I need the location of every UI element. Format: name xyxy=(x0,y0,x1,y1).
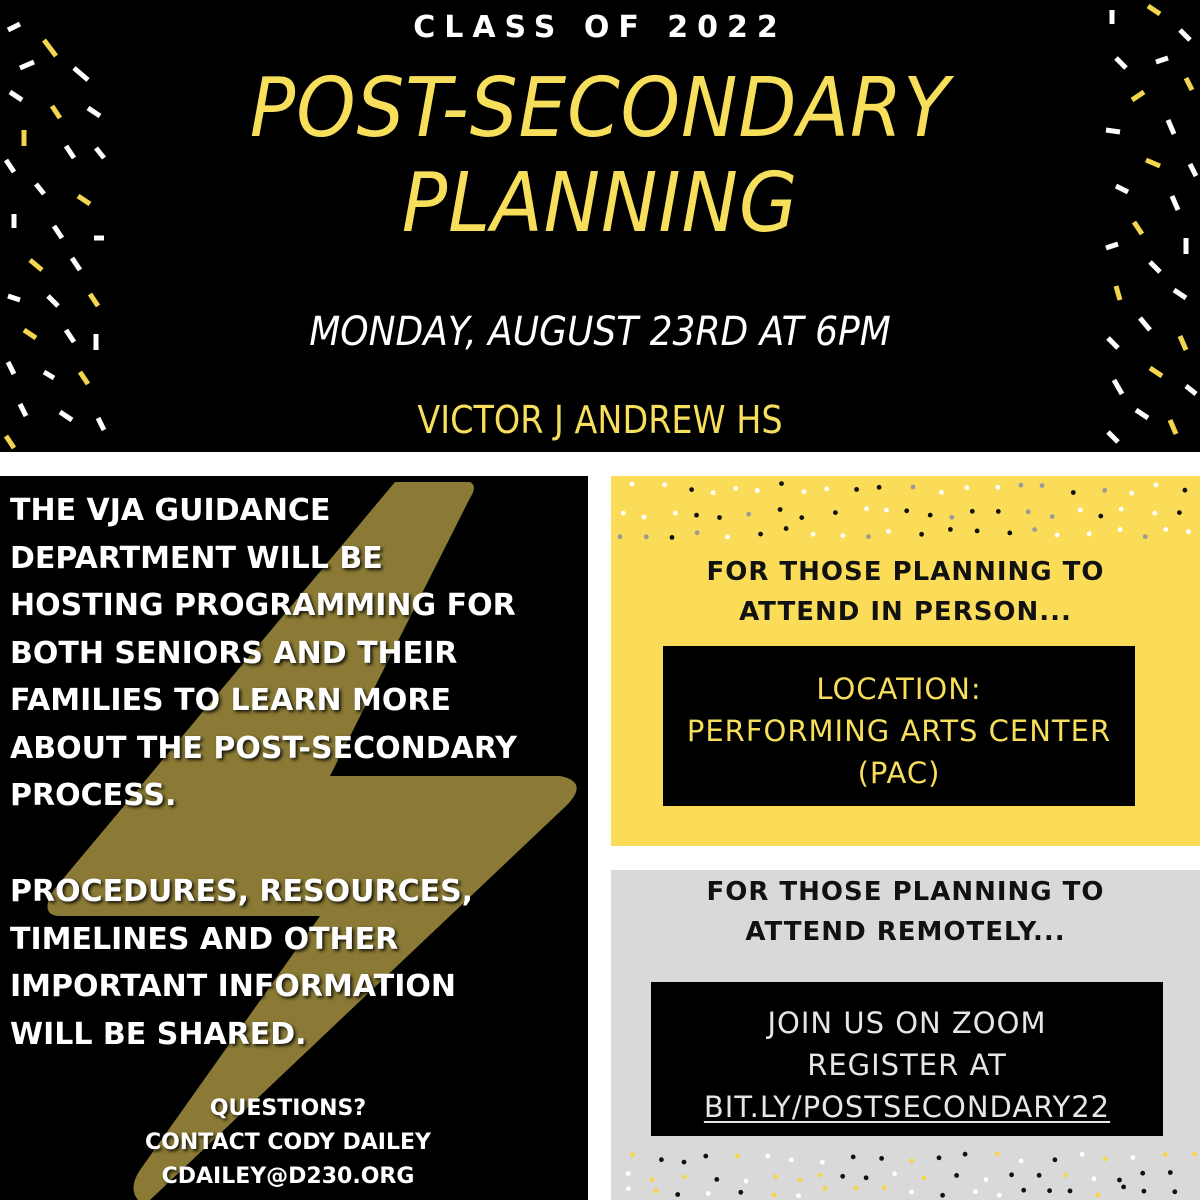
location-abbrev: (PAC) xyxy=(857,756,941,790)
description-line: PROCESS. xyxy=(10,778,177,813)
shared-info-paragraph xyxy=(10,868,585,1058)
title-line-1: POST-SECONDARY xyxy=(249,61,951,156)
shared-info-line: TIMELINES AND OTHER xyxy=(10,921,399,957)
description-paragraph xyxy=(10,487,585,820)
contact-info xyxy=(0,1092,576,1194)
location-label: LOCATION: xyxy=(816,672,982,706)
in-person-heading-line: FOR THOSE PLANNING TO xyxy=(706,557,1105,587)
in-person-heading-line: ATTEND IN PERSON... xyxy=(739,597,1072,627)
registration-link[interactable]: BIT.LY/POSTSECONDARY22 xyxy=(703,1090,1111,1124)
shared-info-line: WILL BE SHARED. xyxy=(10,1016,307,1052)
in-person-panel xyxy=(611,476,1200,846)
description-line: ABOUT THE POST-SECONDARY xyxy=(10,730,517,766)
info-panel xyxy=(0,476,588,1200)
description-line: FAMILIES TO LEARN MORE xyxy=(10,683,451,718)
description-line: HOSTING PROGRAMMING FOR xyxy=(10,588,516,623)
zoom-box xyxy=(651,982,1163,1136)
header-banner xyxy=(0,0,1200,452)
shared-info-line: IMPORTANT INFORMATION xyxy=(10,969,456,1004)
location-box xyxy=(663,646,1135,806)
remote-heading xyxy=(611,872,1200,952)
description-line: THE VJA GUIDANCE xyxy=(10,493,331,528)
school-name: VICTOR J ANDREW HS xyxy=(417,398,783,442)
description-line: DEPARTMENT WILL BE xyxy=(10,540,383,576)
in-person-heading xyxy=(611,552,1200,632)
title-line-2: PLANNING xyxy=(401,156,799,251)
shared-info-line: PROCEDURES, RESOURCES, xyxy=(10,874,474,909)
register-line: REGISTER AT xyxy=(807,1048,1007,1082)
remote-heading-line: ATTEND REMOTELY... xyxy=(745,917,1066,947)
contact-question: QUESTIONS? xyxy=(209,1096,367,1121)
remote-panel xyxy=(611,870,1200,1200)
class-of-label: CLASS OF 2022 xyxy=(413,10,787,45)
remote-heading-line: FOR THOSE PLANNING TO xyxy=(706,877,1105,907)
zoom-line: JOIN US ON ZOOM xyxy=(767,1006,1047,1040)
event-date: MONDAY, AUGUST 23RD AT 6PM xyxy=(309,309,891,355)
contact-name: CONTACT CODY DAILEY xyxy=(145,1130,431,1155)
location-name: PERFORMING ARTS CENTER xyxy=(686,714,1112,748)
description-line: BOTH SENIORS AND THEIR xyxy=(10,635,458,671)
contact-email[interactable]: CDAILEY@D230.ORG xyxy=(161,1164,415,1189)
